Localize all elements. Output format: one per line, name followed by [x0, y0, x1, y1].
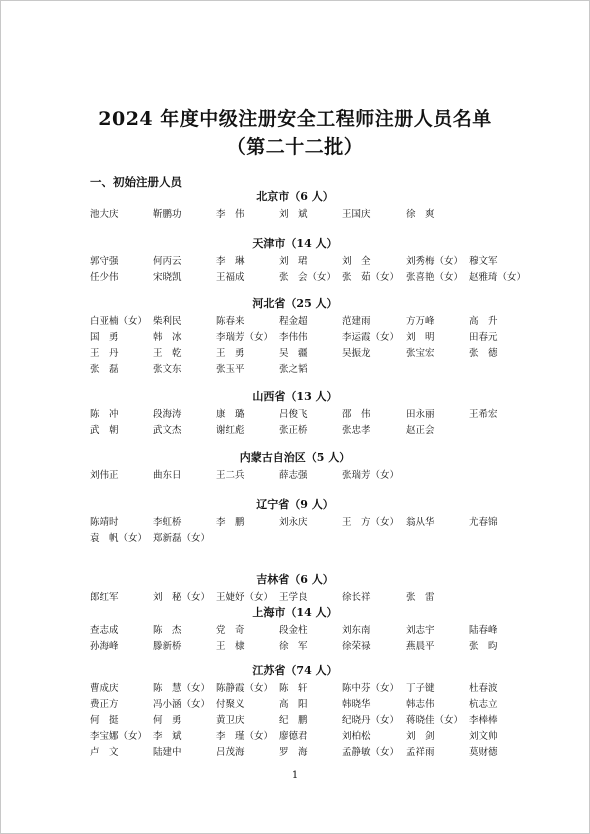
person-name: 张忠孝: [342, 425, 371, 436]
person-name: 李 伟: [216, 209, 245, 220]
person-name: 李虹桥: [153, 517, 182, 528]
person-name: 冯小涵（女）: [153, 699, 211, 710]
person-name: 王福成: [216, 272, 245, 283]
person-name: 李运霞（女）: [342, 332, 400, 343]
person-name: 郑新磊（女）: [153, 533, 211, 544]
person-name: 田春元: [469, 332, 498, 343]
person-name: 丁子键: [406, 683, 435, 694]
person-name: 康 璐: [216, 409, 245, 420]
person-name: 穆文军: [469, 256, 498, 267]
person-name: 刘东南: [342, 625, 371, 636]
person-name: 李 斌: [153, 731, 182, 742]
section-heading: 一、初始注册人员: [90, 175, 182, 189]
person-name: 陆建中: [153, 747, 182, 758]
person-name: 张 德: [469, 348, 498, 359]
person-name: 张 雷: [406, 592, 435, 603]
person-name: 党 奇: [216, 625, 245, 636]
province-heading: 吉林省（6 人）: [256, 573, 334, 586]
person-name: 段海涛: [153, 409, 182, 420]
province-heading: 河北省（25 人）: [252, 297, 338, 310]
person-name: 王 棣: [216, 641, 245, 652]
person-name: 张 昀: [469, 641, 498, 652]
name-row: [90, 680, 510, 693]
person-name: 张文东: [153, 364, 182, 375]
person-name: 郭守强: [90, 256, 119, 267]
name-row: [90, 422, 510, 435]
person-name: 翁从华: [406, 517, 435, 528]
person-name: 袁 帆（女）: [90, 533, 148, 544]
person-name: 王 勇: [216, 348, 245, 359]
name-row: [90, 622, 510, 635]
person-name: 廖德君: [279, 731, 308, 742]
person-name: 陈静霞（女）: [216, 683, 274, 694]
person-name: 徐荣禄: [342, 641, 371, 652]
person-name: 徐 爽: [406, 209, 435, 220]
person-name: 燕晨平: [406, 641, 435, 652]
person-name: 曲东日: [153, 470, 182, 481]
person-name: 李棒棒: [469, 715, 498, 726]
person-name: 陈靖时: [90, 517, 119, 528]
person-name: 高 阳: [279, 699, 308, 710]
person-name: 高 升: [469, 316, 498, 327]
person-name: 徐长祥: [342, 592, 371, 603]
name-row: [90, 514, 510, 527]
person-name: 张 会（女）: [279, 272, 337, 283]
person-name: 费正方: [90, 699, 119, 710]
person-name: 柴利民: [153, 316, 182, 327]
person-name: 刘 全: [342, 256, 371, 267]
person-name: 刘 明: [406, 332, 435, 343]
person-name: 邵 伟: [342, 409, 371, 420]
person-name: 李瑞芳（女）: [216, 332, 274, 343]
name-row: [90, 361, 510, 374]
document-title: 2024 年度中级注册安全工程师注册人员名单: [98, 108, 492, 130]
name-row: [90, 313, 510, 326]
person-name: 李伟伟: [279, 332, 308, 343]
person-name: 张喜艳（女）: [406, 272, 464, 283]
person-name: 杭志立: [469, 699, 498, 710]
person-name: 范建雨: [342, 316, 371, 327]
person-name: 王希宏: [469, 409, 498, 420]
person-name: 陈 慧（女）: [153, 683, 211, 694]
person-name: 宋晓凯: [153, 272, 182, 283]
person-name: 杜春波: [469, 683, 498, 694]
person-name: 何丙云: [153, 256, 182, 267]
person-name: 田永丽: [406, 409, 435, 420]
person-name: 李宝娜（女）: [90, 731, 148, 742]
person-name: 陈中芬（女）: [342, 683, 400, 694]
name-row: [90, 696, 510, 709]
person-name: 王二兵: [216, 470, 245, 481]
person-name: 任少伟: [90, 272, 119, 283]
name-row: [90, 744, 510, 757]
name-row: [90, 530, 510, 543]
person-name: 王国庆: [342, 209, 371, 220]
name-row: [90, 638, 510, 651]
person-name: 段金柱: [279, 625, 308, 636]
person-name: 尤春锦: [469, 517, 498, 528]
person-name: 陈春来: [216, 316, 245, 327]
person-name: 张瑞芳（女）: [342, 470, 400, 481]
person-name: 陆春峰: [469, 625, 498, 636]
person-name: 张玉平: [216, 364, 245, 375]
person-name: 刘 珺: [279, 256, 308, 267]
person-name: 孟祥雨: [406, 747, 435, 758]
person-name: 王 乾: [153, 348, 182, 359]
person-name: 王学良: [279, 592, 308, 603]
person-name: 陈 冲: [90, 409, 119, 420]
person-name: 张之韬: [279, 364, 308, 375]
person-name: 白亚楠（女）: [90, 316, 148, 327]
person-name: 池大庆: [90, 209, 119, 220]
person-name: 谢红彪: [216, 425, 245, 436]
province-heading: 天津市（14 人）: [252, 237, 338, 250]
name-row: [90, 345, 510, 358]
person-name: 付聚义: [216, 699, 245, 710]
person-name: 何 挺: [90, 715, 119, 726]
person-name: 莫财德: [469, 747, 498, 758]
person-name: 王 方（女）: [342, 517, 400, 528]
person-name: 武 朝: [90, 425, 119, 436]
province-heading: 江苏省（74 人）: [252, 664, 338, 677]
document-subtitle: （第二十二批）: [226, 136, 364, 158]
person-name: 赵正会: [406, 425, 435, 436]
person-name: 滕新桥: [153, 641, 182, 652]
name-row: [90, 206, 510, 219]
person-name: 张 磊: [90, 364, 119, 375]
person-name: 刘文帅: [469, 731, 498, 742]
person-name: 何 勇: [153, 715, 182, 726]
name-row: [90, 589, 510, 602]
person-name: 吕俊飞: [279, 409, 308, 420]
person-name: 吕茂海: [216, 747, 245, 758]
person-name: 罗 海: [279, 747, 308, 758]
person-name: 王婕妤（女）: [216, 592, 274, 603]
person-name: 刘 斌: [279, 209, 308, 220]
province-heading: 山西省（13 人）: [252, 390, 338, 403]
person-name: 武文杰: [153, 425, 182, 436]
person-name: 刘伟正: [90, 470, 119, 481]
name-row: [90, 269, 527, 283]
person-name: 张正桥: [279, 425, 308, 436]
person-name: 陈 杰: [153, 625, 182, 636]
name-row: [90, 728, 510, 741]
person-name: 孙海峰: [90, 641, 119, 652]
person-name: 赵雅琦（女）: [469, 272, 527, 283]
name-row: [90, 467, 510, 480]
person-name: 李 琳: [216, 256, 245, 267]
person-name: 纪晓丹（女）: [342, 715, 400, 726]
name-row: [90, 253, 510, 266]
page-number: 1: [291, 770, 299, 781]
person-name: 程金超: [279, 316, 308, 327]
province-heading: 上海市（14 人）: [252, 606, 338, 619]
person-name: 黄卫庆: [216, 715, 245, 726]
person-name: 王 丹: [90, 348, 119, 359]
person-name: 刘 秘（女）: [153, 592, 211, 603]
person-name: 吴振龙: [342, 348, 371, 359]
person-name: 刘志宇: [406, 625, 435, 636]
person-name: 刘永庆: [279, 517, 308, 528]
person-name: 郎红军: [90, 592, 119, 603]
name-row: [90, 329, 510, 342]
person-name: 查志成: [90, 625, 119, 636]
person-name: 韩志伟: [406, 699, 435, 710]
person-name: 刘 剑: [406, 731, 435, 742]
person-name: 薛志强: [279, 470, 308, 481]
person-name: 张宝宏: [406, 348, 435, 359]
person-name: 刘柏松: [342, 731, 371, 742]
name-row: [90, 712, 510, 725]
province-heading: 辽宁省（9 人）: [256, 498, 334, 511]
province-heading: 内蒙古自治区（5 人）: [239, 451, 351, 464]
person-name: 韩 冰: [153, 332, 182, 343]
person-name: 蒋晓佳（女）: [406, 715, 464, 726]
person-name: 陈 轩: [279, 683, 308, 694]
person-name: 曹成庆: [90, 683, 119, 694]
person-name: 吴 疆: [279, 348, 308, 359]
person-name: 方万峰: [406, 316, 435, 327]
person-name: 孟静敏（女）: [342, 747, 400, 758]
person-name: 徐 军: [279, 641, 308, 652]
person-name: 纪 鹏: [279, 715, 308, 726]
person-name: 卢 文: [90, 747, 119, 758]
person-name: 靳鹏功: [153, 209, 182, 220]
person-name: 国 勇: [90, 332, 119, 343]
province-heading: 北京市（6 人）: [256, 190, 334, 203]
person-name: 李 瑾（女）: [216, 731, 274, 742]
person-name: 刘秀梅（女）: [406, 256, 464, 267]
person-name: 韩晓华: [342, 699, 371, 710]
person-name: 李 鹏: [216, 517, 245, 528]
name-row: [90, 406, 510, 419]
person-name: 张 茹（女）: [342, 272, 400, 283]
